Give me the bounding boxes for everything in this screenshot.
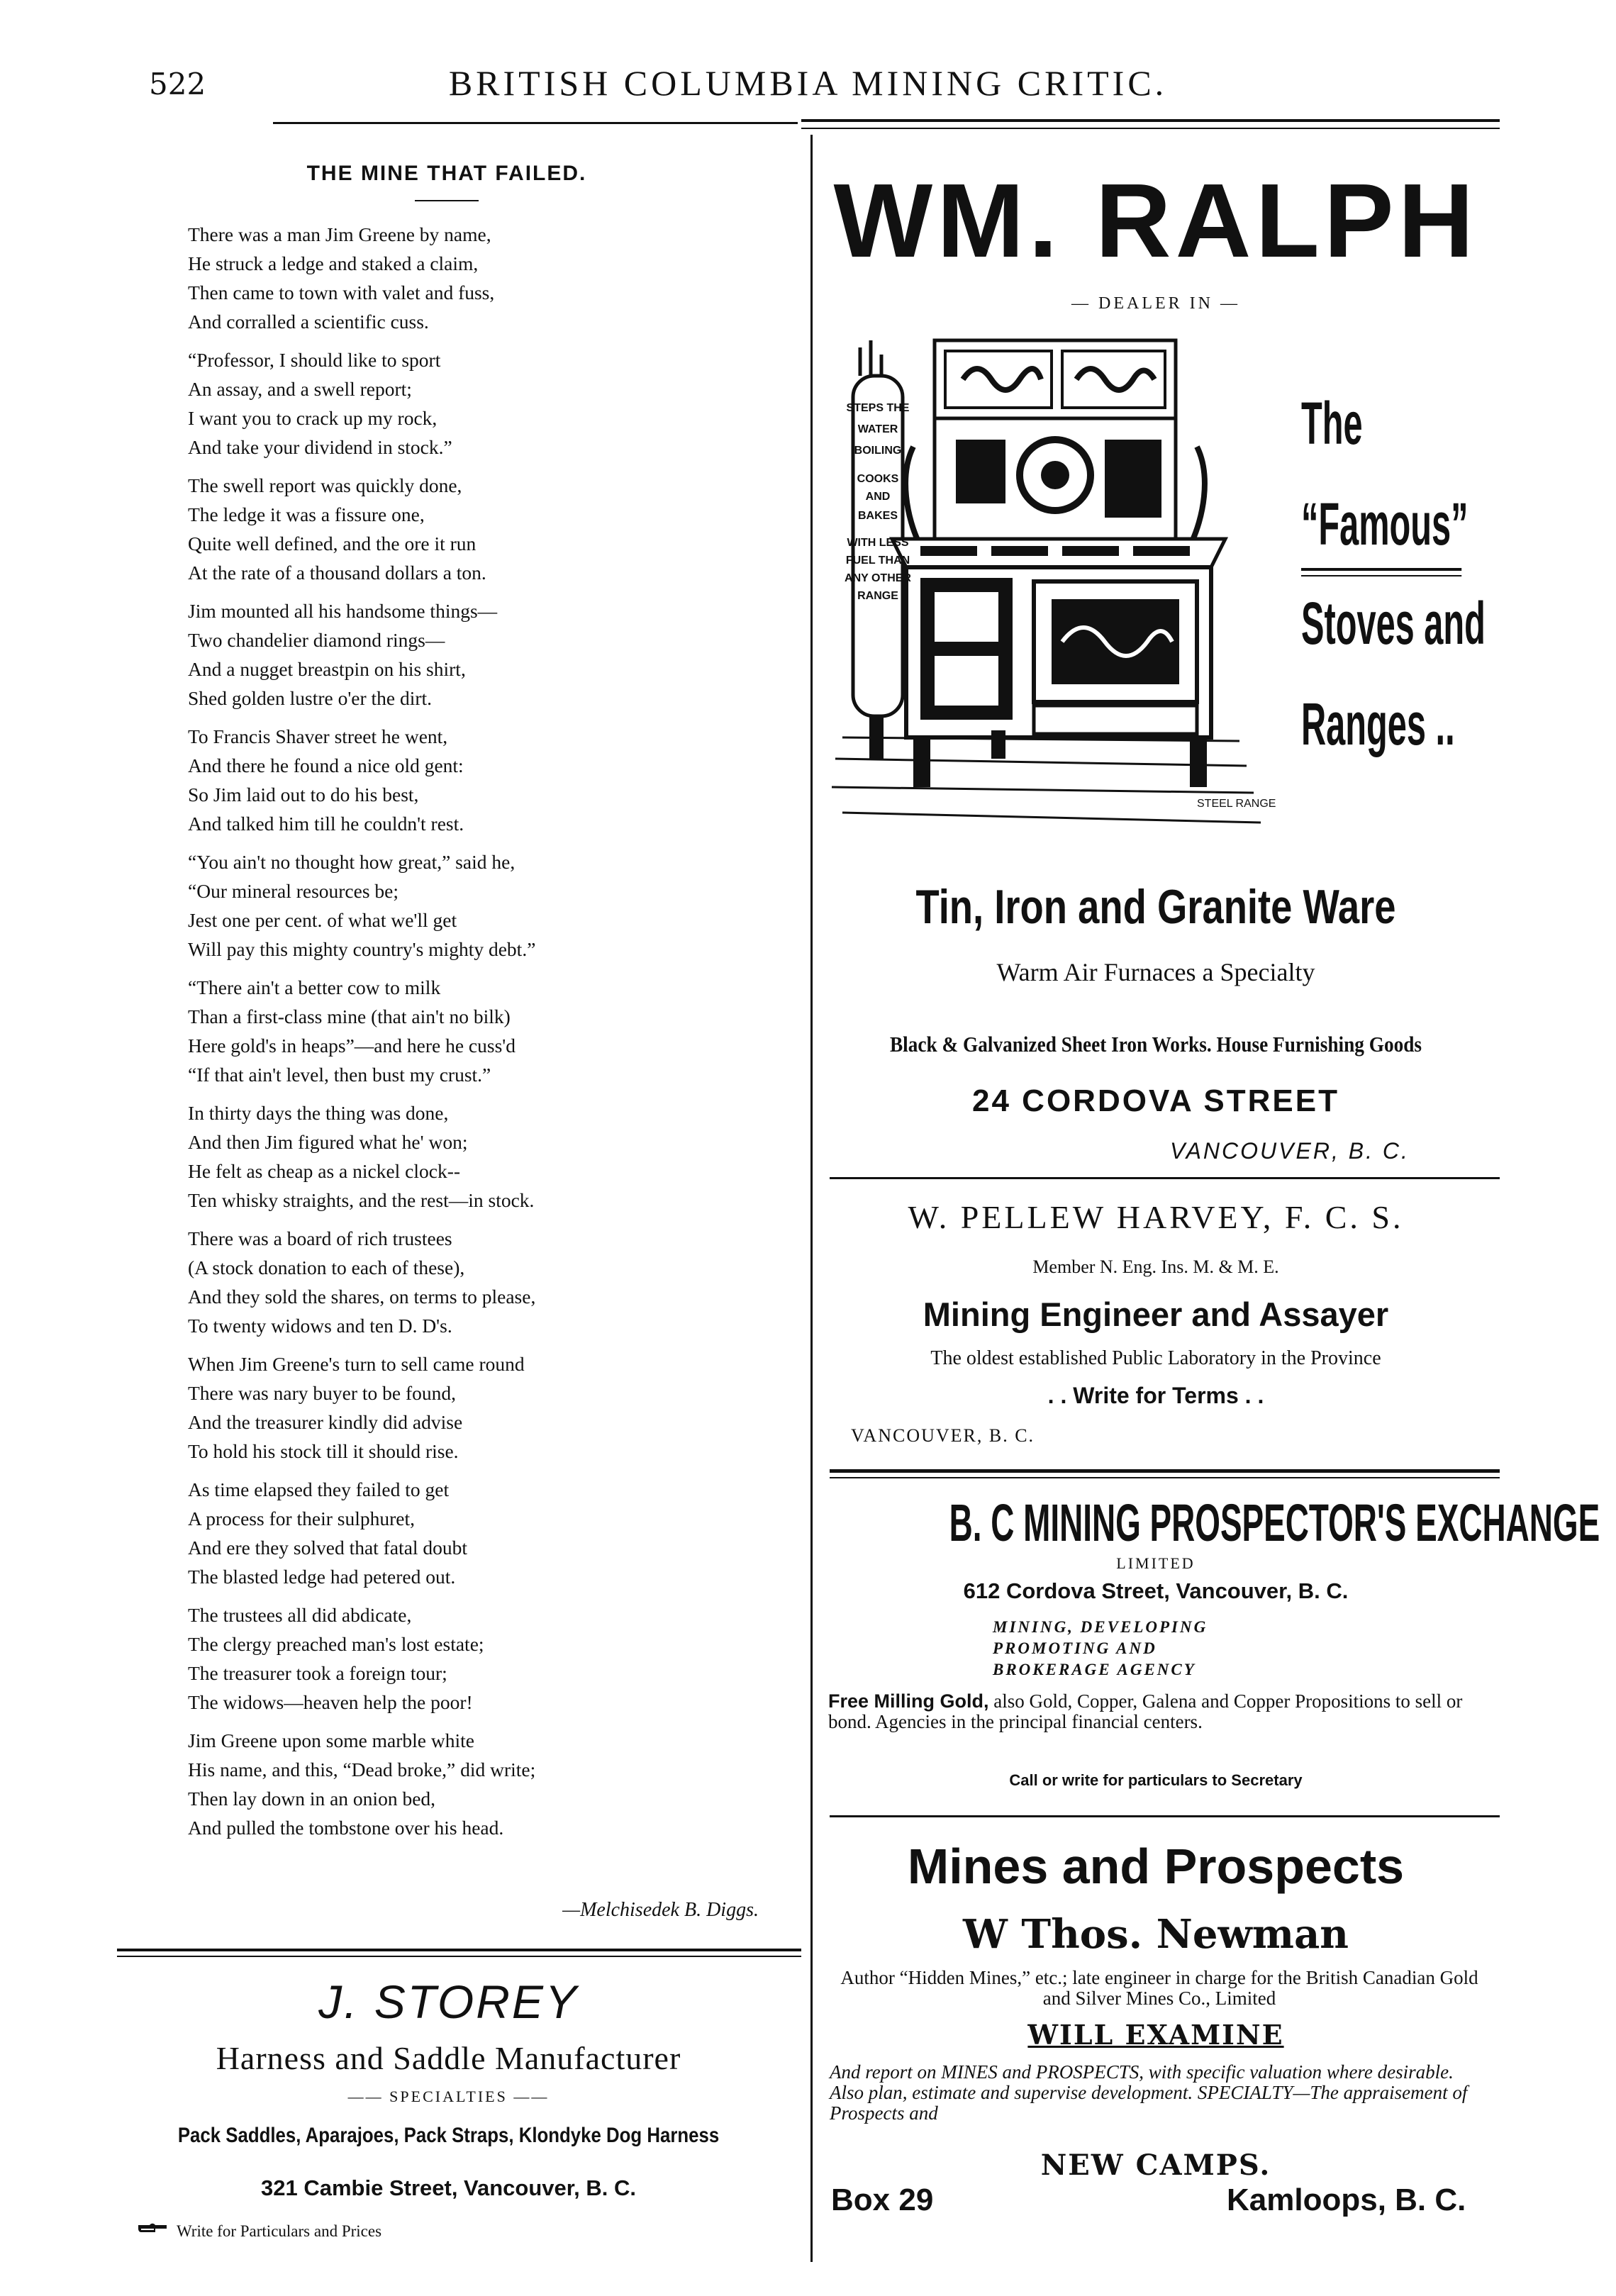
header-rule-right-bottom <box>801 128 1500 129</box>
poem-line: To twenty widows and ten D. D's. <box>188 1315 452 1337</box>
poem-line: An assay, and a swell report; <box>188 378 412 400</box>
header-rule-right-top <box>801 119 1500 122</box>
poem-line: Will pay this mighty country's mighty debt.” <box>188 938 536 960</box>
poem-line: He felt as cheap as a nickel clock-- <box>188 1160 461 1182</box>
poem-stanza <box>188 1600 784 1717</box>
exchange-free-milling <box>828 1691 1488 1732</box>
poem-line: At the rate of a thousand dollars a ton. <box>188 562 486 584</box>
newman-new-camps: NEW CAMPS. <box>1040 2149 1271 2182</box>
ralph-ware: Tin, Iron and Granite Ware <box>915 880 1396 934</box>
exchange-service-1: MINING, DEVELOPING <box>993 1618 1208 1636</box>
newman-heading: Mines and Prospects <box>907 1839 1405 1894</box>
poem-stanza <box>188 471 784 587</box>
boiler-label-9: ANY OTHER <box>845 572 911 584</box>
storey-note <box>137 2221 381 2241</box>
poem-line: And the treasurer kindly did advise <box>188 1411 463 1433</box>
storey-name: J. STOREY <box>318 1975 579 2028</box>
poem-line: The treasurer took a foreign tour; <box>188 1662 447 1684</box>
boiler-label-10: RANGE <box>857 590 898 602</box>
exchange-top-rule <box>830 1469 1500 1473</box>
poem-line: A process for their sulphuret, <box>188 1508 415 1529</box>
poem-line: Then lay down in an onion bed, <box>188 1788 436 1810</box>
newman-author: Author “Hidden Mines,” etc.; late engineer in charge for the British Canadian Gold and Silver Mines Co., Limited <box>840 1967 1478 2009</box>
poem-line: To Francis Shaver street he went, <box>188 725 448 747</box>
poem-line: “If that ain't level, then bust my crust.” <box>188 1064 491 1086</box>
boiler-label-5: AND <box>865 491 891 503</box>
poem-line: Then came to town with valet and fuss, <box>188 282 495 303</box>
poem-line: There was a man Jim Greene by name, <box>188 223 491 245</box>
poem-stanza <box>188 722 784 838</box>
boiler-label-3: BOILING <box>854 445 902 457</box>
exchange-address: 612 Cordova Street, Vancouver, B. C. <box>963 1578 1349 1603</box>
poem-line: When Jim Greene's turn to sell came round <box>188 1353 525 1375</box>
famous-line-1: The <box>1301 390 1363 457</box>
storey-tagline: Harness and Saddle Manufacturer <box>216 2040 681 2076</box>
header-rule-left <box>273 122 798 124</box>
poem-line: Jim mounted all his handsome things— <box>188 600 498 622</box>
poem-line: And then Jim figured what he' won; <box>188 1131 468 1153</box>
page-number: 522 <box>149 67 206 101</box>
running-title: BRITISH COLUMBIA MINING CRITIC. <box>448 63 1168 103</box>
exchange-service-3: BROKERAGE AGENCY <box>993 1661 1196 1678</box>
ralph-dealer-label: — DEALER IN — <box>1071 294 1240 313</box>
harvey-top-rule <box>830 1177 1500 1179</box>
poem-line: The blasted ledge had petered out. <box>188 1566 456 1588</box>
pointing-hand-icon <box>137 2221 168 2241</box>
poem-line: The widows—heaven help the poor! <box>188 1691 473 1713</box>
poem-line: And there he found a nice old gent: <box>188 754 464 776</box>
poem-line: And they sold the shares, on terms to please, <box>188 1286 536 1308</box>
newman-report: And report on MINES and PROSPECTS, with specific valuation where desirable. Also plan, estimate and supervise development. SPECIALTY—The appraisement of Prospects and <box>830 2061 1468 2124</box>
famous-line-4: Ranges .. <box>1301 691 1455 757</box>
poem-line: “Our mineral resources be; <box>188 880 399 902</box>
famous-line-2: “Famous” <box>1301 491 1469 557</box>
poem-line: Jest one per cent. of what we'll get <box>188 909 457 931</box>
column-divider <box>810 135 813 2262</box>
poem-line: And a nugget breastpin on his shirt, <box>188 658 466 680</box>
exchange-free-rest: also Gold, Copper, Galena and Copper Propositions to sell or bond. Agencies in the principal financial centers. <box>828 1690 1463 1732</box>
famous-line-3: Stoves and <box>1301 590 1486 657</box>
poem-stanza <box>188 345 784 462</box>
exchange-name: B. C MINING PROSPECTOR'S EXCHANGE <box>949 1493 1600 1552</box>
poem-line: The swell report was quickly done, <box>188 474 462 496</box>
harvey-oldest: The oldest established Public Laboratory in the Province <box>930 1347 1381 1369</box>
boiler-label-4: COOKS <box>857 473 899 485</box>
poem-line: Ten whisky straights, and the rest—in stock. <box>188 1189 535 1211</box>
harvey-name: W. PELLEW HARVEY, F. C. S. <box>908 1199 1404 1235</box>
poem-line: And pulled the tombstone over his head. <box>188 1817 504 1839</box>
poem-line: There was nary buyer to be found, <box>188 1382 456 1404</box>
ralph-furnaces: Warm Air Furnaces a Specialty <box>996 958 1315 986</box>
boiler-label-7: WITH LESS <box>847 537 909 549</box>
poem-stanza <box>188 1726 784 1842</box>
poem-stanza <box>188 1098 784 1215</box>
famous-stoves <box>1301 390 1486 757</box>
exchange-services <box>993 1617 1208 1681</box>
stove-illustration <box>828 333 1276 844</box>
exchange-free-bold: Free Milling Gold, <box>828 1690 989 1712</box>
poem-line: Here gold's in heaps”—and here he cuss'd <box>188 1035 516 1057</box>
poem-line: So Jim laid out to do his best, <box>188 784 419 806</box>
poem-line: Quite well defined, and the ore it run <box>188 533 477 555</box>
ralph-city: VANCOUVER, B. C. <box>1170 1138 1410 1164</box>
newman-name: W Thos. Newman <box>963 1911 1349 1958</box>
poem-body <box>188 220 784 1851</box>
boiler-label-8: FUEL THAN <box>845 555 910 567</box>
poem-line: He struck a ledge and staked a claim, <box>188 252 479 274</box>
storey-top-rule <box>117 1949 801 1951</box>
newman-city: Kamloops, B. C. <box>1227 2183 1466 2217</box>
steel-range-label: STEEL RANGE <box>1197 798 1276 810</box>
poem-stanza <box>188 973 784 1089</box>
exchange-limited: LIMITED <box>1116 1554 1196 1572</box>
poem-title: THE MINE THAT FAILED. <box>306 162 587 185</box>
famous-divider <box>1301 568 1461 571</box>
poem-line: The clergy preached man's lost estate; <box>188 1633 484 1655</box>
newman-top-rule <box>830 1815 1500 1817</box>
exchange-call: Call or write for particulars to Secretary <box>1009 1771 1303 1789</box>
poem-line: And corralled a scientific cuss. <box>188 311 429 333</box>
boiler-label-6: BAKES <box>857 510 898 522</box>
poem-line: And take your dividend in stock.” <box>188 436 452 458</box>
poem-line: “You ain't no thought how great,” said he, <box>188 851 516 873</box>
poem-stanza <box>188 847 784 964</box>
poem-line: I want you to crack up my rock, <box>188 407 438 429</box>
exchange-service-2: PROMOTING AND <box>993 1639 1157 1657</box>
storey-address: 321 Cambie Street, Vancouver, B. C. <box>261 2175 636 2200</box>
ralph-name: WM. RALPH <box>833 162 1478 279</box>
poem-line: Jim Greene upon some marble white <box>188 1729 474 1751</box>
poem-line: (A stock donation to each of these), <box>188 1256 465 1278</box>
poem-stanza <box>188 1475 784 1591</box>
boiler-label-1: STEPS THE <box>846 402 910 414</box>
poem-line: And talked him till he couldn't rest. <box>188 813 464 835</box>
ralph-street: 24 CORDOVA STREET <box>972 1083 1339 1118</box>
harvey-write-terms: . . Write for Terms . . <box>1047 1383 1264 1408</box>
poem-line: To hold his stock till it should rise. <box>188 1440 459 1462</box>
poem-line: Than a first-class mine (that ain't no bilk) <box>188 1005 511 1027</box>
poem-line: The trustees all did abdicate, <box>188 1604 412 1626</box>
harvey-role: Mining Engineer and Assayer <box>923 1295 1389 1333</box>
poem-line: His name, and this, “Dead broke,” did write; <box>188 1759 536 1780</box>
harvey-member: Member N. Eng. Ins. M. & M. E. <box>1032 1256 1279 1277</box>
poem-line: “Professor, I should like to sport <box>188 349 441 371</box>
poem-attribution: —Melchisedek B. Diggs. <box>562 1899 759 1921</box>
poem-line: Shed golden lustre o'er the dirt. <box>188 687 433 709</box>
storey-note-text: Write for Particulars and Prices <box>177 2222 382 2240</box>
poem-line: The ledge it was a fissure one, <box>188 503 425 525</box>
ralph-works: Black & Galvanized Sheet Iron Works. House Furnishing Goods <box>889 1032 1422 1057</box>
poem-stanza <box>188 596 784 713</box>
exchange-top-rule-2 <box>830 1477 1500 1478</box>
storey-specialties: —— SPECIALTIES —— <box>347 2088 550 2105</box>
storey-goods: Pack Saddles, Aparajoes, Pack Straps, Klondyke Dog Harness <box>177 2124 720 2147</box>
poem-stanza <box>188 1349 784 1466</box>
famous-divider-2 <box>1301 575 1461 576</box>
harvey-city: VANCOUVER, B. C. <box>851 1425 1035 1446</box>
newman-will-examine: WILL EXAMINE <box>1027 2019 1284 2051</box>
poem-stanza <box>188 220 784 336</box>
poem-line: Two chandelier diamond rings— <box>188 629 445 651</box>
poem-line: As time elapsed they failed to get <box>188 1478 450 1500</box>
poem-line: There was a board of rich trustees <box>188 1227 452 1249</box>
poem-title-rule <box>415 200 479 201</box>
boiler-label-2: WATER <box>857 423 898 435</box>
poem-line: “There ain't a better cow to milk <box>188 976 441 998</box>
poem-line: And ere they solved that fatal doubt <box>188 1537 468 1559</box>
poem-line: In thirty days the thing was done, <box>188 1102 449 1124</box>
poem-stanza <box>188 1224 784 1340</box>
storey-top-rule-2 <box>117 1956 801 1957</box>
newman-box: Box 29 <box>831 2183 934 2217</box>
